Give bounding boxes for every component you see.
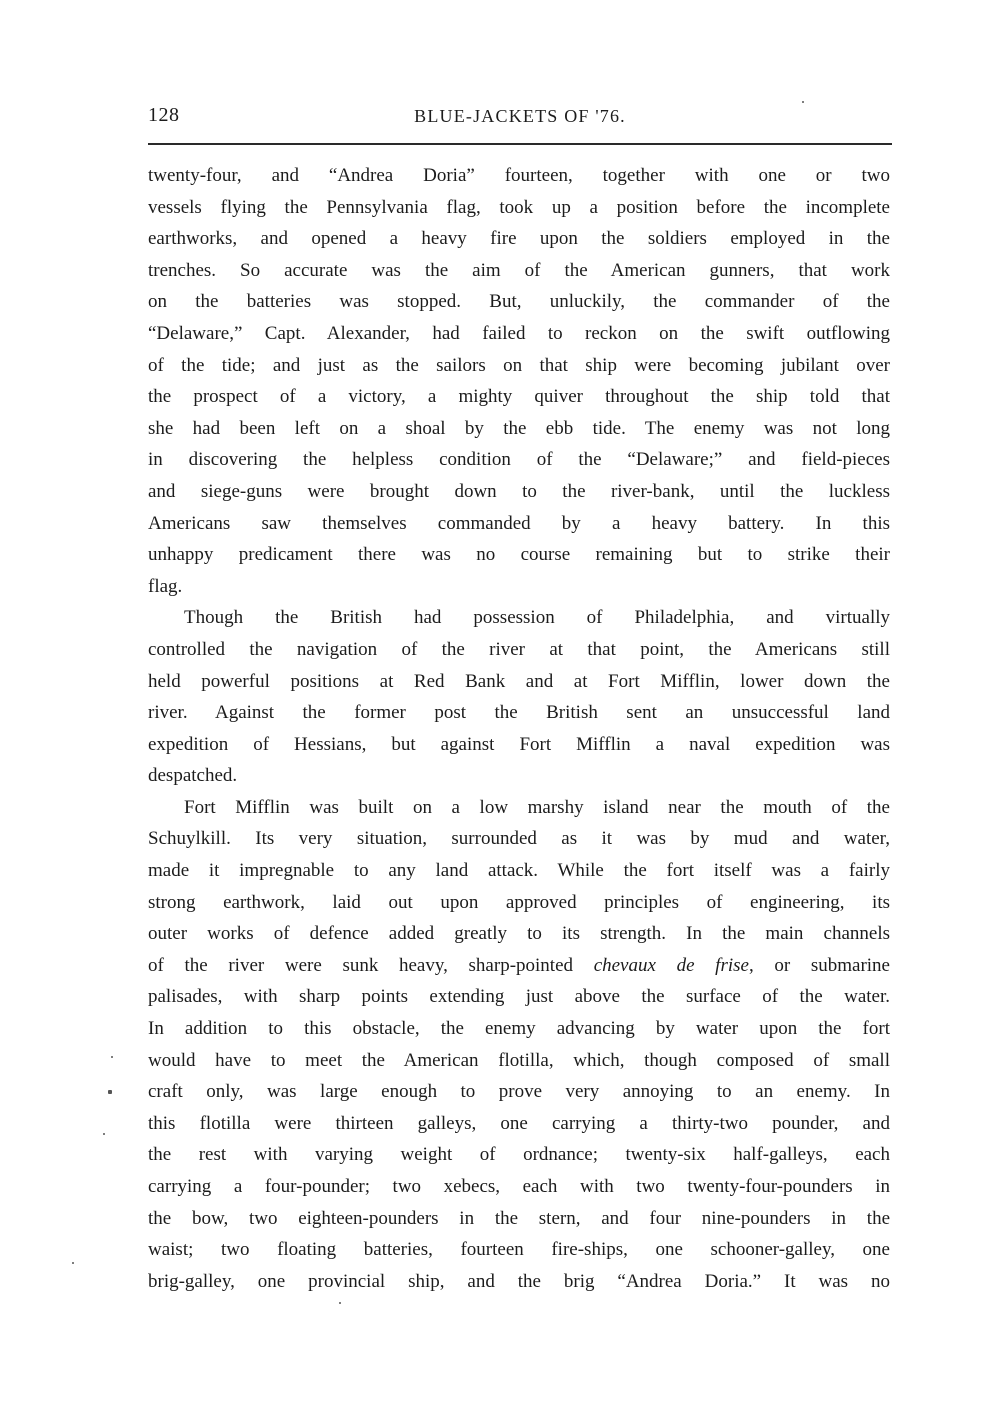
text-line: vessels flying the Pennsylvania flag, took up a position before the incomplete <box>148 196 890 218</box>
text-line: she had been left on a shoal by the ebb tide. The enemy was not long <box>148 417 890 439</box>
text-line: unhappy predicament there was no course remaining but to strike their <box>148 544 890 566</box>
text-line: outer works of defence added greatly to its strength. In the main channels <box>148 923 890 945</box>
text-line: In addition to this obstacle, the enemy advancing by water upon the fort <box>148 1018 890 1040</box>
page-header <box>148 104 892 138</box>
body-text <box>148 160 890 1297</box>
text-line: and siege-guns were brought down to the river-bank, until the luckless <box>148 480 890 502</box>
scan-speck <box>339 1302 341 1304</box>
paragraph-first-line: Though the British had possession of Philadelphia, and virtually <box>184 607 890 629</box>
text-line: flag. <box>148 575 183 597</box>
running-head: BLUE-JACKETS OF '76. <box>414 106 626 126</box>
text-line: waist; two floating batteries, fourteen fire-ships, one schooner-galley, one <box>148 1239 890 1261</box>
text-line: craft only, was large enough to prove very annoying to an enemy. In <box>148 1081 890 1103</box>
text-line: palisades, with sharp points extending just above the surface of the water. <box>148 986 890 1008</box>
text-line: made it impregnable to any land attack. While the fort itself was a fairly <box>148 860 890 882</box>
header-rule <box>148 143 892 145</box>
text-line: Schuylkill. Its very situation, surrounded as it was by mud and water, <box>148 828 890 850</box>
text-line-with-italic <box>148 950 890 982</box>
text-line: carrying a four-pounder; two xebecs, each with two twenty-four-pounders in <box>148 1176 890 1197</box>
text-line: controlled the navigation of the river at that point, the Americans still <box>148 638 890 660</box>
text-line: the prospect of a victory, a mighty quiver throughout the ship told that <box>148 386 890 408</box>
text-line: on the batteries was stopped. But, unluckily, the commander of the <box>148 291 890 313</box>
text-run: , or submarine <box>748 954 890 976</box>
text-line: the bow, two eighteen-pounders in the stern, and four nine-pounders in the <box>148 1207 890 1229</box>
text-line: trenches. So accurate was the aim of the American gunners, that work <box>148 259 890 281</box>
text-line: river. Against the former post the British sent an unsuccessful land <box>148 702 890 724</box>
text-run: of the river were sunk heavy, sharp-pointed <box>148 954 594 976</box>
scan-speck <box>802 101 804 103</box>
text-line: in discovering the helpless condition of the “Delaware;” and field-pieces <box>148 449 890 471</box>
text-line: strong earthwork, laid out upon approved principles of engineering, its <box>148 891 890 913</box>
text-line: earthworks, and opened a heavy fire upon the soldiers employed in the <box>148 228 890 250</box>
text-line: “Delaware,” Capt. Alexander, had failed to reckon on the swift outflowing <box>148 322 890 344</box>
text-line: this flotilla were thirteen galleys, one carrying a thirty-two pounder, and <box>148 1112 890 1134</box>
text-line: twenty-four, and “Andrea Doria” fourteen, together with one or two <box>148 165 890 186</box>
text-line: expedition of Hessians, but against Fort Mifflin a naval expedition was <box>148 733 890 755</box>
text-line: held powerful positions at Red Bank and at Fort Mifflin, lower down the <box>148 670 890 692</box>
italic-phrase: chevaux de frise <box>593 954 749 976</box>
text-line: Americans saw themselves commanded by a heavy battery. In this <box>148 512 890 534</box>
paragraph-first-line: Fort Mifflin was built on a low marshy island near the mouth of the <box>184 796 890 818</box>
text-line: despatched. <box>148 765 238 787</box>
page-number: 128 <box>148 104 180 126</box>
scan-speck <box>111 1056 113 1058</box>
text-line: the rest with varying weight of ordnance; twenty-six half-galleys, each <box>148 1144 890 1166</box>
scan-speck <box>72 1262 74 1264</box>
text-line: of the tide; and just as the sailors on that ship were becoming jubilant over <box>148 354 890 376</box>
scan-speck <box>108 1090 112 1094</box>
text-line: would have to meet the American flotilla, which, though composed of small <box>148 1049 890 1071</box>
text-line: brig-galley, one provincial ship, and the brig “Andrea Doria.” It was no <box>148 1270 890 1292</box>
scan-speck <box>103 1133 105 1135</box>
